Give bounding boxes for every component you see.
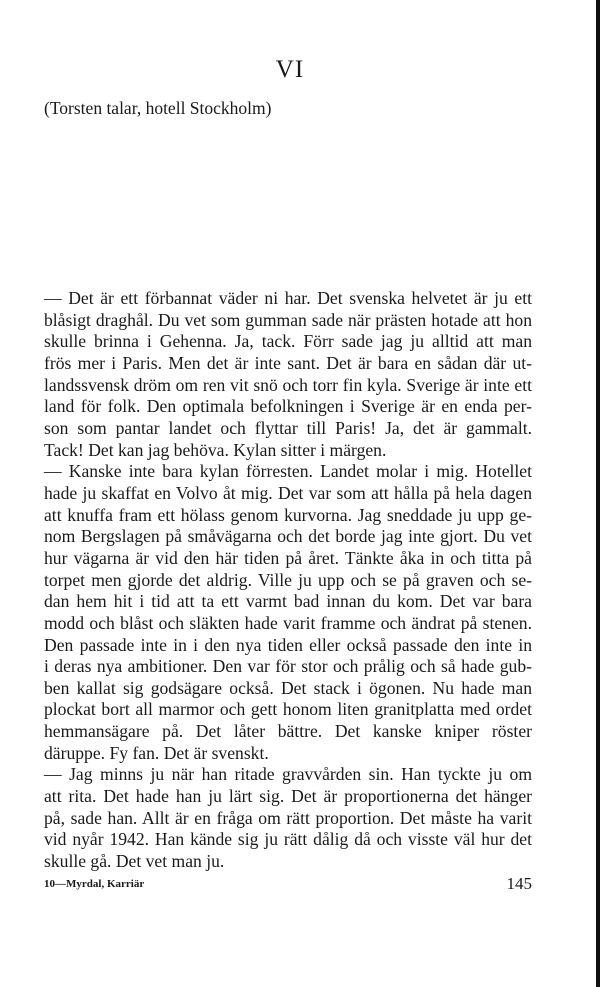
text-line: nom Bergslagen på småvägarna och det borde jag inte gjort. Du vet (44, 526, 532, 547)
text-line: son som pantar landet och flyttar till Paris! Ja, det är gammalt. (44, 417, 532, 438)
text-line: Den passade inte in i den nya tiden eller också passade den inte in (44, 634, 532, 655)
text-line: — Det är ett förbannat väder ni har. Det svenska helvetet är ju ett (44, 288, 532, 308)
text-line: land för folk. Den optimala befolkningen i Sverige är en enda per- (44, 396, 532, 417)
footer-signature: 10—Myrdal, Karriär (44, 878, 145, 890)
text-line: i deras nya ambitioner. Den var för stor och prålig och så hade gub- (44, 656, 532, 677)
text-line: att knuffa fram ett hölass genom kurvorna. Jag sneddade ju upp ge- (44, 504, 532, 525)
text-line: blåsigt draghål. Du vet som gumman sade när prästen hotade att hon (44, 309, 532, 330)
body-text (44, 288, 532, 873)
text-line: modd och blåst och släkten hade varit framme och ändrat på stenen. (44, 612, 532, 633)
chapter-subtitle: (Torsten talar, hotell Stockholm) (44, 98, 272, 118)
text-line: Tack! Det kan jag behöva. Kylan sitter i märgen. (44, 439, 387, 460)
text-line: på, sade han. Allt är en fråga om rätt proportion. Det måste ha varit (44, 807, 532, 828)
page-edge (596, 0, 600, 987)
text-line: dan hem hit i tid att ta ett varmt bad innan du kom. Det var bara (44, 591, 532, 612)
text-line: torpet men gjorde det aldrig. Ville ju upp och se på graven och se- (44, 569, 532, 590)
text-line: — Kanske inte bara kylan förresten. Landet molar i mig. Hotellet (44, 461, 532, 482)
text-line: frös mer i Paris. Men det är inte sant. Det är bara en sådan där ut- (44, 352, 532, 373)
text-line: landssvensk dröm om ren vit snö och torr fin kyla. Sverige är inte ett (44, 374, 532, 395)
text-line: hur vägarna är vid den här tiden på året. Tänkte åka in och titta på (44, 547, 532, 568)
text-line: skulle gå. Det vet man ju. (44, 851, 225, 872)
text-line: hade ju skaffat en Volvo åt mig. Det var som att hålla på hela dagen (44, 482, 532, 503)
text-line: ben kallat sig godsägare också. Det stack i ögonen. Nu hade man (44, 677, 532, 698)
text-line: plockat bort all marmor och gett honom liten granitplatta med ordet (44, 699, 532, 720)
text-line: — Jag minns ju när han ritade gravvården sin. Han tyckte ju om (44, 764, 532, 785)
text-line: däruppe. Fy fan. Det är svenskt. (44, 742, 269, 763)
text-line: vid nyår 1942. Han kände sig ju rätt dålig då och visste väl hur det (44, 829, 532, 850)
text-line: skulle brinna i Gehenna. Ja, tack. Förr sade jag ju alltid att man (44, 331, 532, 352)
chapter-number: VI (275, 56, 305, 83)
text-line: hemmansägare på. Det låter bättre. Det kanske kniper röster (44, 721, 532, 742)
text-line: att rita. Det hade han ju lärt sig. Det är proportionerna det hänger (44, 786, 532, 807)
page-number: 145 (506, 874, 532, 893)
